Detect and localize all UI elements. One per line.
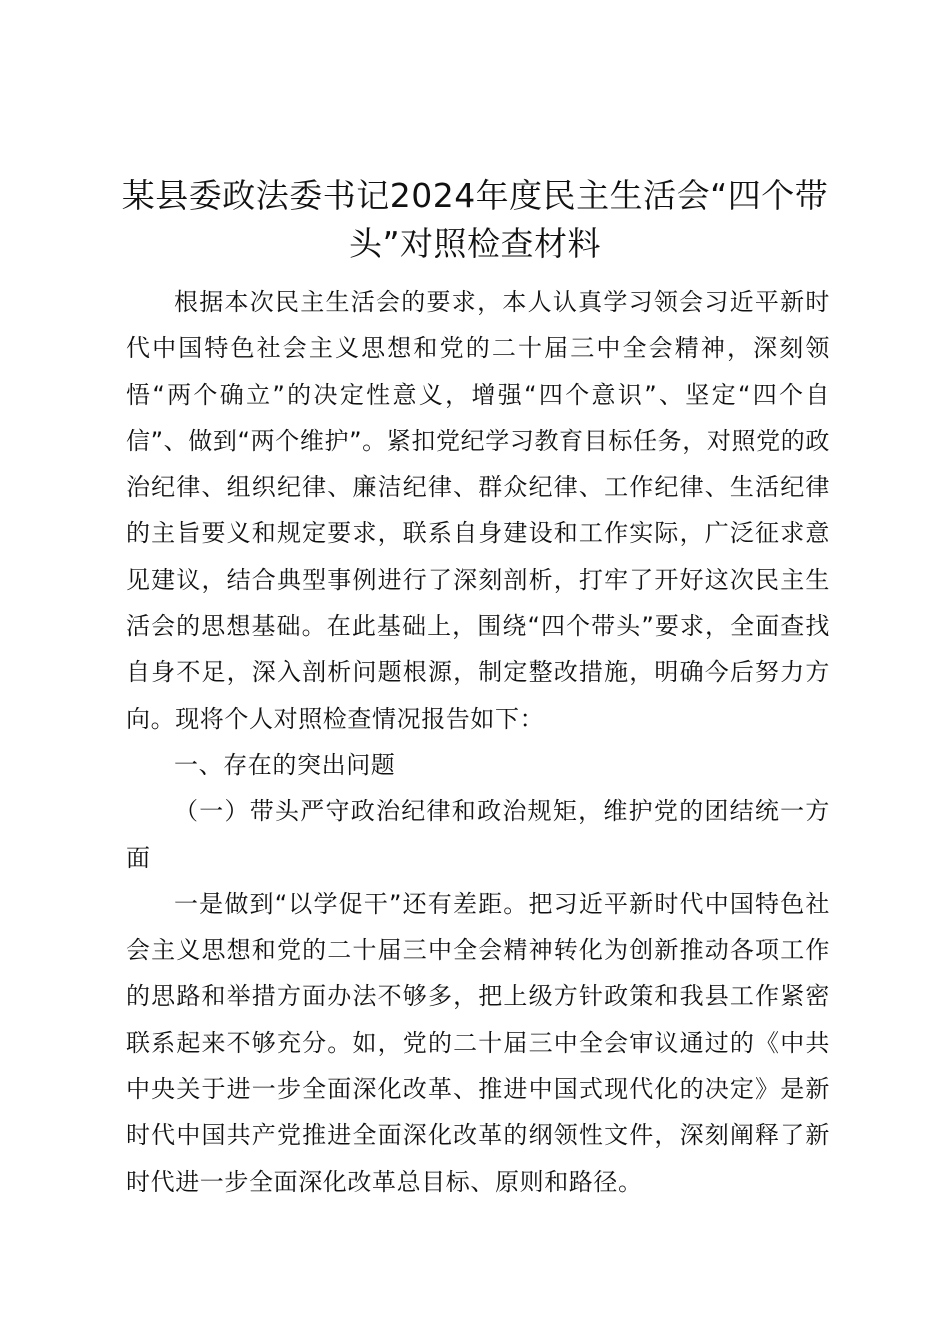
document-body: [126, 279, 830, 1205]
subsection-heading: （一）带头严守政治纪律和政治规矩，维护党的团结统一方面: [126, 797, 830, 872]
body-paragraph: 一是做到“以学促干”还有差距。把习近平新时代中国特色社会主义思想和党的二十届三中全会精神转化为创新推动各项工作的思路和举措方面办法不够多，把上级方针政策和我县工作紧密联系起来不够充分。如，党的二十届三中全会审议通过的《中共中央关于进一步全面深化改革、推进中国式现代化的决定》是新时代中国共产党推进全面深化改革的纲领性文件，深刻阐释了新时代进一步全面深化改革总目标、原则和路径。: [126, 889, 830, 1196]
document-title: 某县委政法委书记2024年度民主生活会“四个带头”对照检查材料: [121, 176, 829, 263]
intro-paragraph: 根据本次民主生活会的要求，本人认真学习领会习近平新时代中国特色社会主义思想和党的二十届三中全会精神，深刻领悟“两个确立”的决定性意义，增强“四个意识”、坚定“四个自信”、做到“两个维护”。紧扣党纪学习教育目标任务，对照党的政治纪律、组织纪律、廉洁纪律、群众纪律、工作纪律、生活纪律的主旨要义和规定要求，联系自身建设和工作实际，广泛征求意见建议，结合典型事例进行了深刻剖析，打牢了开好这次民主生活会的思想基础。在此基础上，围绕“四个带头”要求，全面查找自身不足，深入剖析问题根源，制定整改措施，明确今后努力方向。现将个人对照检查情况报告如下：: [126, 288, 830, 733]
section-heading: 一、存在的突出问题: [174, 750, 396, 779]
